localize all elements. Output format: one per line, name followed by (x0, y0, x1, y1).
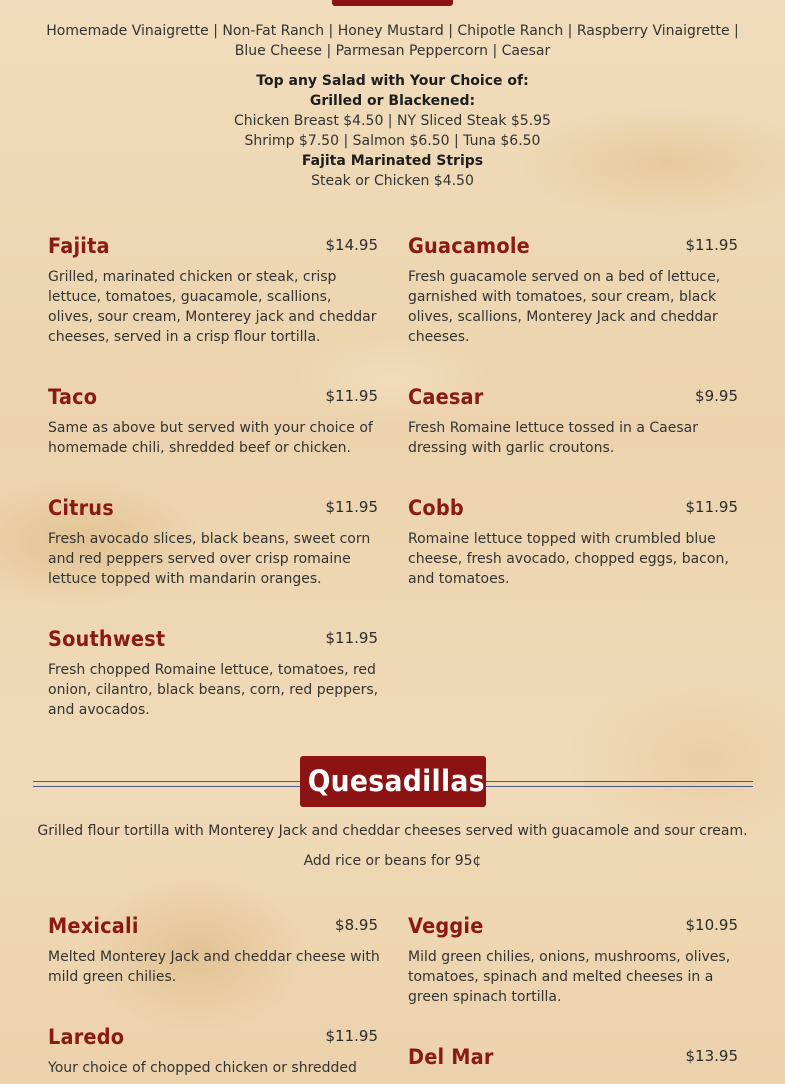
item-name-caesar: Caesar (408, 385, 484, 409)
item-price-laredo: $11.95 (325, 1027, 378, 1045)
fajita-heading: Fajita Marinated Strips (301, 153, 484, 169)
quesadillas-description: Grilled flour tortilla with Monterey Jack and cheddar cheeses served with guacamole and sour cream. (37, 823, 748, 839)
item-price-fajita: $14.95 (325, 236, 378, 254)
item-price-caesar: $9.95 (695, 387, 738, 405)
item-price-taco: $11.95 (325, 387, 378, 405)
item-name-guacamole: Guacamole (408, 234, 530, 258)
fajita-line: Steak or Chicken $4.50 (311, 173, 474, 189)
item-price-mexicali: $8.95 (335, 916, 378, 934)
item-price-del-mar: $13.95 (685, 1047, 738, 1065)
grilled-line-2: Shrimp $7.50 | Salmon $6.50 | Tuna $6.50 (244, 133, 541, 149)
item-name-laredo: Laredo (48, 1025, 125, 1049)
item-desc-citrus: Fresh avocado slices, black beans, sweet corn and red peppers served over crisp romaine lettuce topped with mandarin oranges. (48, 531, 371, 587)
section-header-tab (332, 0, 453, 6)
item-price-guacamole: $11.95 (685, 236, 738, 254)
item-name-mexicali: Mexicali (48, 914, 139, 938)
item-price-citrus: $11.95 (325, 498, 378, 516)
grilled-line-1: Chicken Breast $4.50 | NY Sliced Steak $5.95 (234, 113, 551, 129)
item-name-citrus: Citrus (48, 496, 114, 520)
item-name-fajita: Fajita (48, 234, 110, 258)
item-name-cobb: Cobb (408, 496, 464, 520)
item-desc-caesar: Fresh Romaine lettuce tossed in a Caesar dressing with garlic croutons. (408, 420, 698, 456)
grilled-heading: Grilled or Blackened: (309, 93, 476, 109)
item-desc-laredo: Your choice of chopped chicken or shredded (48, 1060, 357, 1076)
item-desc-mexicali: Melted Monterey Jack and cheddar cheese with mild green chilies. (48, 949, 380, 985)
item-desc-fajita: Grilled, marinated chicken or steak, crisp lettuce, tomatoes, guacamole, scallions, olives, sour cream, Monterey jack and cheddar cheeses, served in a crisp flour tortilla. (48, 269, 377, 345)
item-name-taco: Taco (48, 385, 98, 409)
item-desc-taco: Same as above but served with your choice of homemade chili, shredded beef or chicken. (48, 420, 373, 456)
section-title-text: Quesadillas (307, 764, 485, 798)
item-price-southwest: $11.95 (325, 629, 378, 647)
quesadillas-addon-note: Add rice or beans for 95¢ (303, 853, 482, 869)
item-desc-veggie: Mild green chilies, onions, mushrooms, olives, tomatoes, spinach and melted cheeses in a green spinach tortilla. (408, 949, 731, 1005)
item-name-veggie: Veggie (408, 914, 484, 938)
dressing-options: Homemade Vinaigrette | Non-Fat Ranch | Honey Mustard | Chipotle Ranch | Raspberry Vinaigrette | Blue Cheese | Parmesan Peppercorn | Caesar (46, 23, 739, 59)
section-title-quesadillas (300, 756, 486, 807)
item-desc-cobb: Romaine lettuce topped with crumbled blue cheese, fresh avocado, chopped eggs, bacon, and tomatoes. (408, 531, 729, 587)
item-desc-guacamole: Fresh guacamole served on a bed of lettuce, garnished with tomatoes, sour cream, black olives, scallions, Monterey Jack and cheddar cheeses. (408, 269, 721, 345)
item-name-southwest: Southwest (48, 627, 166, 651)
item-name-del-mar: Del Mar (408, 1045, 494, 1069)
item-price-cobb: $11.95 (685, 498, 738, 516)
item-price-veggie: $10.95 (685, 916, 738, 934)
item-desc-southwest: Fresh chopped Romaine lettuce, tomatoes, red onion, cilantro, black beans, corn, red peppers, and avocados. (48, 662, 379, 718)
toppings-heading: Top any Salad with Your Choice of: (256, 73, 529, 89)
